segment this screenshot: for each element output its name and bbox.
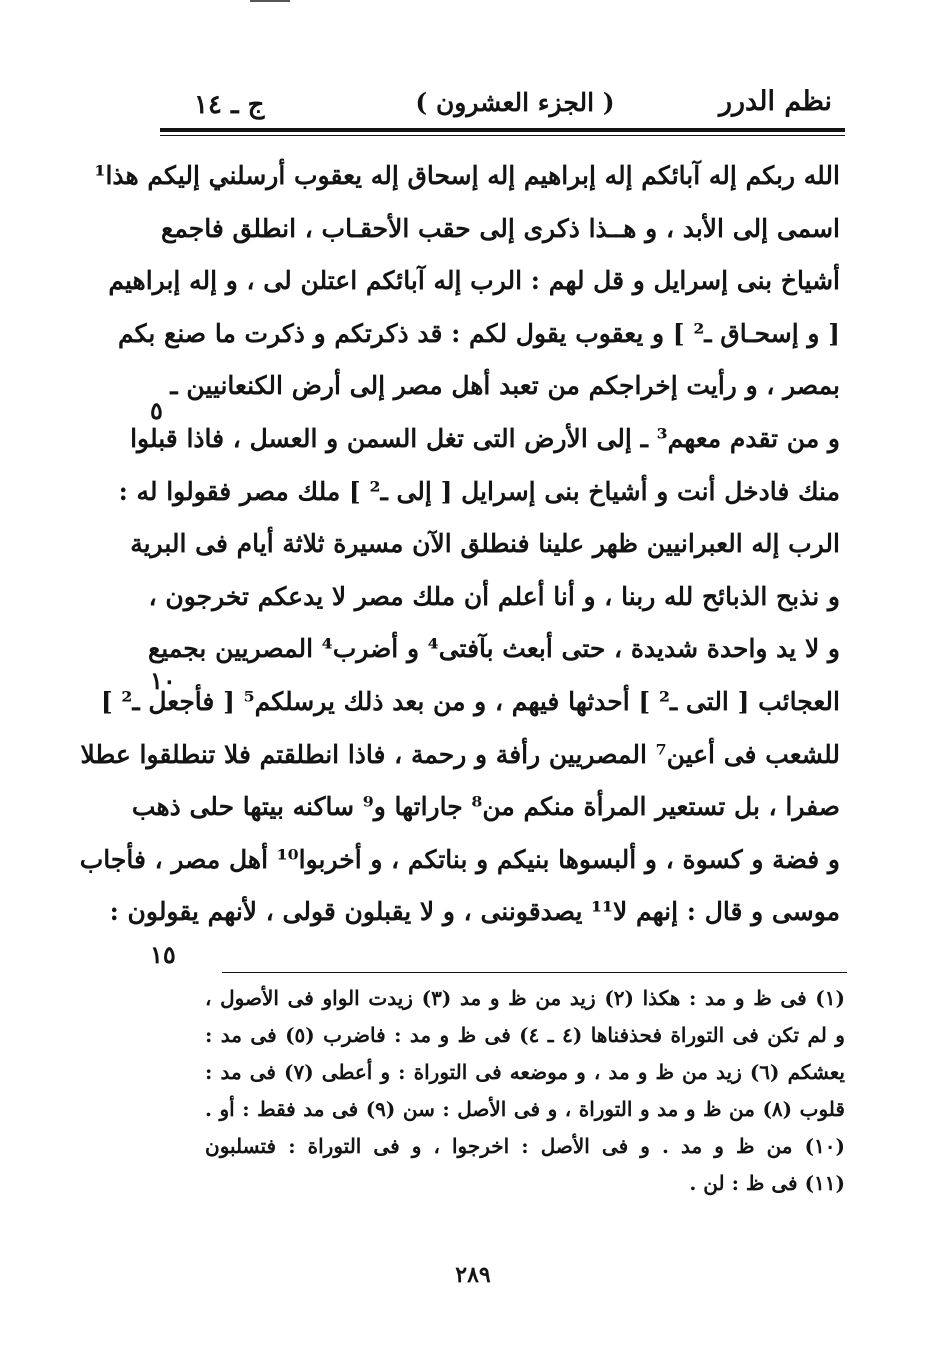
text-line: الرب إله العبرانيين ظهر علينا فنطلق الآن مسيرة ثلاثة أيام فى البرية xyxy=(130,529,840,559)
footnote-line: (١١) فى ظ : لن . xyxy=(689,1171,845,1195)
text-line: منك فادخل أنت و أشياخ بنى إسرايل [ إلى ـ² ] ملك مصر فقولوا له : xyxy=(118,476,840,506)
footnote-rule xyxy=(222,972,847,973)
header-rule xyxy=(160,128,845,132)
footnote-line: يعشكم (٦) زيد من ظ و مد ، و موضعه فى التوراة : و أعطى (٧) فى مد : xyxy=(205,1060,845,1084)
part-title: ( الجزء العشرون ) xyxy=(415,88,615,117)
book-title: نظم الدرر xyxy=(718,86,832,117)
text-line: [ و إسحـاق ـ² ] و يعقوب يقول لكم : قد ذكرتكم و ذكرت ما صنع بكم xyxy=(117,318,840,348)
footnote-line: (١٠) من ظ و مد . و فى الأصل : اخرجوا ، و فى التوراة : فتسلبون xyxy=(205,1134,845,1158)
line-number-10: ١٠ xyxy=(150,666,176,695)
footnote-line: قلوب (٨) من ظ و مد و التوراة ، و فى الأصل : سن (٩) فى مد فقط : أو . xyxy=(205,1097,845,1121)
line-number-15: ١٥ xyxy=(150,940,176,969)
text-line: صفرا ، بل تستعير المرأة منكم من⁸ جاراتها و⁹ ساكنه بيتها حلى ذهب xyxy=(131,792,840,822)
top-edge-mark xyxy=(250,0,290,2)
text-line: اسمى إلى الأبد ، و هــذا ذكرى إلى حقب الأحقـاب ، انطلق فاجمع xyxy=(161,213,840,243)
header-rule-thin xyxy=(160,135,845,136)
page-number: ٢٨٩ xyxy=(455,1262,491,1288)
text-line: العجائب [ التى ـ² ] أحدثها فيهم ، و من بعد ذلك يرسلكم⁵ [ فأجعل ـ² ] xyxy=(100,686,840,716)
text-line: الله ربكم إله آبائكم إله إبراهيم إله إسحاق إله يعقوب أرسلني إليكم هذا¹ xyxy=(94,161,840,190)
footnote-line: و لم تكن فى التوراة فحذفناها (٤ ـ ٤) فى ظ و مد : فاضرب (٥) فى مد : xyxy=(205,1023,845,1047)
footnotes xyxy=(205,980,845,1202)
line-number-5: ٥ xyxy=(150,396,163,425)
text-line: موسى و قال : إنهم لا¹¹ يصدقوننى ، و لا يقبلون قولى ، لأنهم يقولون : xyxy=(109,897,840,927)
text-line: أشياخ بنى إسرايل و قل لهم : الرب إله آبائكم اعتلن لى ، و إله إبراهيم xyxy=(108,266,840,296)
running-header xyxy=(190,80,840,124)
text-line: بمصر ، و رأيت إخراجكم من تعبد أهل مصر إلى أرض الكنعانيين ـ xyxy=(170,371,840,401)
text-line: و من تقدم معهم³ ـ إلى الأرض التى تغل السمن و العسل ، فاذا قبلوا xyxy=(130,423,840,453)
text-line: و نذبح الذبائح لله ربنا ، و أنا أعلم أن ملك مصر لا يدعكم تخرجون ، xyxy=(148,581,840,611)
text-line: و فضة و كسوة ، و ألبسوها بنيكم و بناتكم ، و أخربوا¹⁰ أهل مصر ، فأجاب xyxy=(79,844,840,874)
text-line: للشعب فى أعين⁷ المصريين رأفة و رحمة ، فاذا انطلقتم فلا تنطلقوا عطلا xyxy=(80,739,840,769)
volume-page-ref: ج ـ ١٤ xyxy=(194,90,265,120)
footnote-line: (١) فى ظ و مد : هكذا (٢) زيد من ظ و مد (٣) زيدت الواو فى الأصول ، xyxy=(205,986,845,1010)
text-line: و لا يد واحدة شديدة ، حتى أبعث بآفتى⁴ و أضرب⁴ المصريين بجميع xyxy=(147,634,840,664)
